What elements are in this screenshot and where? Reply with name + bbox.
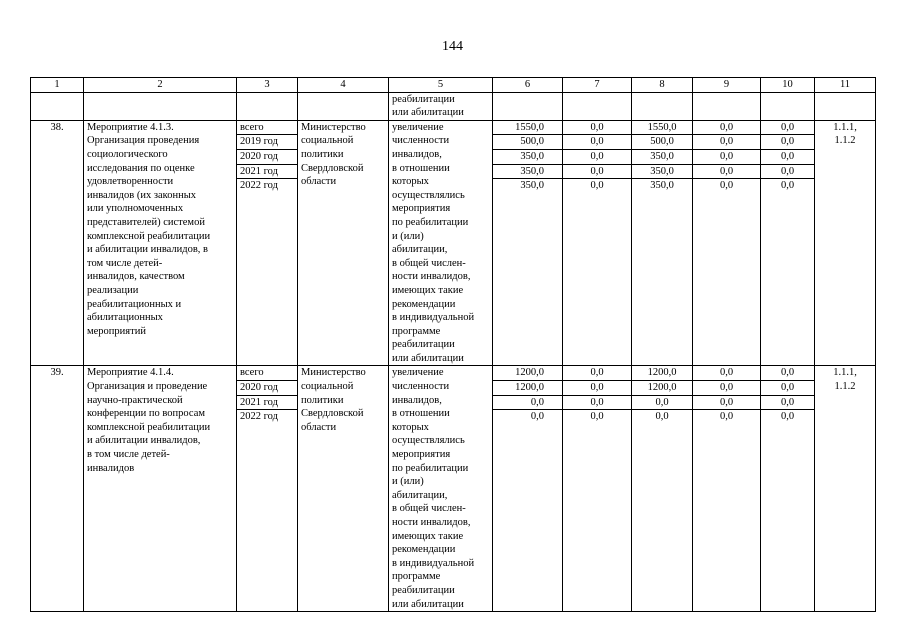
values-col7: 0,0 0,0 0,0 0,0 0,0 — [563, 120, 632, 366]
column-number-row — [31, 78, 876, 93]
target-codes: 1.1.1, 1.1.2 — [815, 120, 876, 366]
target-codes: 1.1.1, 1.1.2 — [815, 366, 876, 612]
values-col10: 0,0 0,0 0,0 0,0 — [761, 366, 815, 612]
period-list: всего 2019 год 2020 год 2021 год 2022 год — [237, 120, 298, 366]
values-col6: 1200,0 1200,0 0,0 0,0 — [493, 366, 563, 612]
column-number: 9 — [693, 78, 761, 93]
values-col7: 0,0 0,0 0,0 0,0 — [563, 366, 632, 612]
event-description: Мероприятие 4.1.3. Организация проведения социологического исследования по оценке удовлетворенности инвалидов (их законных или уполномоченных представителей) системой комплексной реабилитации и абилитации инвалидов, в том числе детей- инвалидов, качеством реализации реабилитационных и абилитационных мероприятий — [84, 120, 237, 366]
column-number: 1 — [31, 78, 84, 93]
column-number: 6 — [493, 78, 563, 93]
indicator: увеличение численности инвалидов, в отношении которых осуществлялись мероприятия по реабилитации и (или) абилитации, в общей числен- ности инвалидов, имеющих такие рекомендации в индивидуальной программе реабилитации или абилитации — [389, 120, 493, 366]
column-number: 5 — [389, 78, 493, 93]
column-number: 4 — [298, 78, 389, 93]
values-col8: 1200,0 1200,0 0,0 0,0 — [632, 366, 693, 612]
values-col9: 0,0 0,0 0,0 0,0 — [693, 366, 761, 612]
column-number: 7 — [563, 78, 632, 93]
event-description: Мероприятие 4.1.4. Организация и проведение научно-практической конференции по вопросам комплексной реабилитации и абилитации инвалидов, в том числе детей- инвалидов — [84, 366, 237, 612]
values-col6: 1550,0 500,0 350,0 350,0 350,0 — [493, 120, 563, 366]
program-table — [30, 77, 876, 612]
column-number: 2 — [84, 78, 237, 93]
row-number: 38. — [31, 120, 84, 366]
column-number: 3 — [237, 78, 298, 93]
column-number: 8 — [632, 78, 693, 93]
period-list: всего 2020 год 2021 год 2022 год — [237, 366, 298, 612]
page-number: 144 — [442, 39, 463, 54]
column-number: 10 — [761, 78, 815, 93]
continuation-row — [31, 92, 876, 120]
executor: Министерство социальной политики Свердловской области — [298, 366, 389, 612]
executor: Министерство социальной политики Свердловской области — [298, 120, 389, 366]
continuation-indicator: реабилитации или абилитации — [389, 92, 493, 120]
table-row — [31, 120, 876, 366]
values-col9: 0,0 0,0 0,0 0,0 0,0 — [693, 120, 761, 366]
table-row — [31, 366, 876, 612]
indicator: увеличение численности инвалидов, в отношении которых осуществлялись мероприятия по реабилитации и (или) абилитации, в общей числен- ности инвалидов, имеющих такие рекомендации в индивидуальной программе реабилитации или абилитации — [389, 366, 493, 612]
column-number: 11 — [815, 78, 876, 93]
values-col8: 1550,0 500,0 350,0 350,0 350,0 — [632, 120, 693, 366]
values-col10: 0,0 0,0 0,0 0,0 0,0 — [761, 120, 815, 366]
row-number: 39. — [31, 366, 84, 612]
